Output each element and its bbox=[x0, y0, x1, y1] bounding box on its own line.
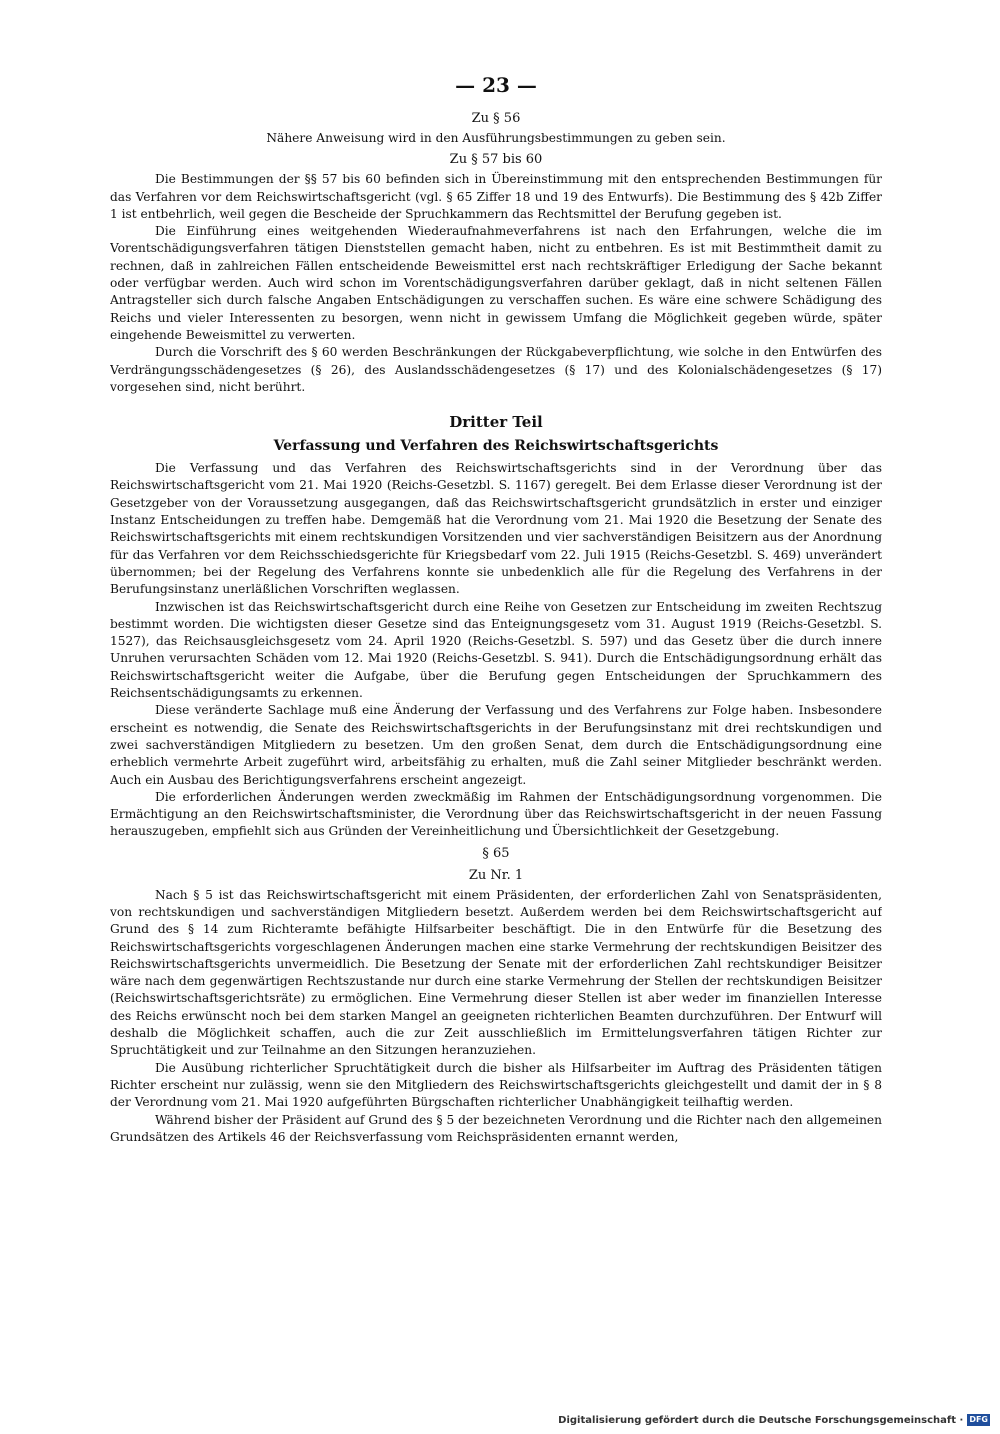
footer-credit bbox=[558, 1414, 990, 1426]
document-page bbox=[110, 70, 882, 1370]
section-heading: § 65 bbox=[482, 845, 510, 861]
paragraph: Durch die Vorschrift des § 60 werden Beschränkungen der Rückgabeverpflichtung, wie solche in den Entwürfen des Verdrängungsschädengesetzes (§ 26), des Auslandsschädengesetzes (§ 17) und des Kolonialschädengesetzes (§ 17) vorgesehen sind, nicht berührt. bbox=[110, 345, 882, 394]
section-heading: Zu Nr. 1 bbox=[468, 867, 524, 883]
paragraph: Während bisher der Präsident auf Grund des § 5 der bezeichneten Verordnung und die Richter nach den allgemeinen Grundsätzen des Artikels 46 der Reichsverfassung vom Reichspräsidenten ernannt werden, bbox=[110, 1112, 882, 1144]
section-heading: Zu § 56 bbox=[471, 111, 521, 126]
paragraph: Inzwischen ist das Reichswirtschaftsgericht durch eine Reihe von Gesetzen zur Entscheidung im zweiten Rechtszug bestimmt worden. Die wichtigsten dieser Gesetze sind das Enteignungsgesetz vom 31. August 1919 (Reichs-Gesetzbl. S. 1527), das Reichsausgleichsgesetz vom 24. April 1920 (Reichs-Gesetzbl. S. 597) und das Gesetz über die durch innere Unruhen verursachten Schäden vom 12. Mai 1920 (Reichs-Gesetzbl. S. 941). Durch die Entschädigungsordnung erhält das Reichswirtschaftsgericht weiter die Aufgabe, über die Berufung gegen Entscheidungen der Spruchkammern des Reichsentschädigungsamts zu erkennen. bbox=[110, 599, 882, 701]
paragraph: Die Bestimmungen der §§ 57 bis 60 befinden sich in Übereinstimmung mit den entsprechenden Bestimmungen für das Verfahren vor dem Reichswirtschaftsgericht (vgl. § 65 Ziffer 18 und 19 des Entwurfs). Die Bestimmung des § 42b Ziffer 1 ist entbehrlich, weil gegen die Bescheide der Spruchkammern das Rechtsmittel der Berufung gegeben ist. bbox=[110, 172, 882, 221]
paragraph: Diese veränderte Sachlage muß eine Änderung der Verfassung und des Verfahrens zur Folge haben. Insbesondere erscheint es notwendig, die Senate des Reichswirtschaftsgerichts in der Berufungsinstanz mit drei rechtskundigen und zwei sachverständigen Mitgliedern zu besetzen. Um den großen Senat, dem durch die Entschädigungsordnung eine erheblich vermehrte Arbeit zugeführt wird, arbeitsfähig zu erhalten, muß die Zahl seiner Mitglieder beschränkt werden. Auch ein Ausbau des Berichtigungsverfahrens erscheint angezeigt. bbox=[110, 703, 882, 787]
paragraph: Die Verfassung und das Verfahren des Reichswirtschaftsgerichts sind in der Verordnung über das Reichswirtschaftsgericht vom 21. Mai 1920 (Reichs-Gesetzbl. S. 1167) geregelt. Bei dem Erlasse dieser Verordnung ist der Gesetzgeber von der Voraussetzung ausgegangen, daß das Reichswirtschaftsgericht grundsätzlich in erster und einziger Instanz Entscheidungen zu treffen habe. Demgemäß hat die Verordnung vom 21. Mai 1920 die Besetzung der Senate des Reichswirtschaftsgerichts mit einem rechtskundigen Vorsitzenden und vier sachverständigen Beisitzern aus der Anordnung für das Verfahren vor dem Reichsschiedsgerichte für Kriegsbedarf vom 22. Juli 1915 (Reichs-Gesetzbl. S. 469) unverändert übernommen; bei der Regelung des Verfahrens konnte sie unbedenklich alle für die Regelung des Verfahrens in der Berufungsinstanz unerläßlichen Vorschriften weglassen. bbox=[110, 461, 882, 597]
document-body bbox=[110, 110, 882, 1146]
paragraph: Nach § 5 ist das Reichswirtschaftsgericht mit einem Präsidenten, der erforderlichen Zahl von Senatspräsidenten, von rechtskundigen und sachverständigen Mitgliedern besetzt. Außerdem werden bei dem Reichswirtschaftsgericht auf Grund des § 14 zum Richteramte befähigte Hilfsarbeiter beschäftigt. Die in den Entwürfe für die Besetzung des Reichswirtschaftsgerichts vorgeschlagenen Änderungen machen eine starke Vermehrung der rechtskundigen Beisitzer des Reichswirtschaftsgerichts unvermeidlich. Die Besetzung der Senate mit der erforderlichen Zahl rechtskundiger Beisitzer wäre nach dem gegenwärtigen Rechtszustande nur durch eine starke Vermehrung der Stellen der rechtskundigen Beisitzer (Reichswirtschaftsgerichtsräte) zu ermöglichen. Eine Vermehrung dieser Stellen ist aber weder im finanziellen Interesse des Reichs erwünscht noch bei dem starken Mangel an geeigneten richterlichen Beamten durchzuführen. Der Entwurf will deshalb die Möglichkeit schaffen, auch die zur Zeit ausschließlich im Ermittelungsverfahren tätigen Richter zur Spruchtätigkeit und zur Teilnahme an den Sitzungen heranzuziehen. bbox=[110, 887, 882, 1058]
paragraph: Die Einführung eines weitgehenden Wiederaufnahmeverfahrens ist nach den Erfahrungen, welche die im Vorentschädigungsverfahren tätigen Dienststellen gemacht haben, nicht zu entbehren. Es ist mit Bestimmtheit damit zu rechnen, daß in zahlreichen Fällen entscheidende Beweismittel erst nach rechtskräftiger Erledigung der Sache bekannt oder verfügbar werden. Auch wird schon im Vorentschädigungsverfahren darüber geklagt, daß in nicht seltenen Fällen Antragsteller sich durch falsche Angaben Entschädigungen zu verschaffen suchen. Es wäre eine schwere Schädigung des Reichs und vieler Interessenten zu besorgen, wenn nicht in gewissem Umfang die Möglichkeit gegeben würde, später eingehende Beweismittel zu verwerten. bbox=[110, 224, 882, 342]
paragraph: Nähere Anweisung wird in den Ausführungsbestimmungen zu geben sein. bbox=[266, 131, 726, 145]
paragraph: Die erforderlichen Änderungen werden zweckmäßig im Rahmen der Entschädigungsordnung vorgenommen. Die Ermächtigung an den Reichswirtschaftsminister, die Verordnung über das Reichswirtschaftsgericht in der neuen Fassung herauszugeben, empfiehlt sich aus Gründen der Vereinheitlichung und Übersichtlichkeit der Gesetzgebung. bbox=[110, 789, 882, 839]
paragraph: Die Ausübung richterlicher Spruchtätigkeit durch die bisher als Hilfsarbeiter im Auftrag des Präsidenten tätigen Richter erscheint nur zulässig, wenn sie den Mitgliedern des Reichswirtschaftsgerichts gleichgestellt und damit der in § 8 der Verordnung vom 21. Mai 1920 aufgeführten Bürgschaften richterlicher Unabhängigkeit teilhaftig werden. bbox=[110, 1060, 882, 1110]
footer-text: Digitalisierung gefördert durch die Deutsche Forschungsgemeinschaft · bbox=[558, 1414, 964, 1426]
part-subtitle: Verfassung und Verfahren des Reichswirtschaftsgerichts bbox=[273, 438, 719, 455]
part-title: Dritter Teil bbox=[449, 413, 543, 432]
dfg-logo: DFG bbox=[969, 1415, 988, 1424]
page-number: — 23 — bbox=[455, 73, 537, 97]
section-heading: Zu § 57 bis 60 bbox=[449, 152, 543, 168]
